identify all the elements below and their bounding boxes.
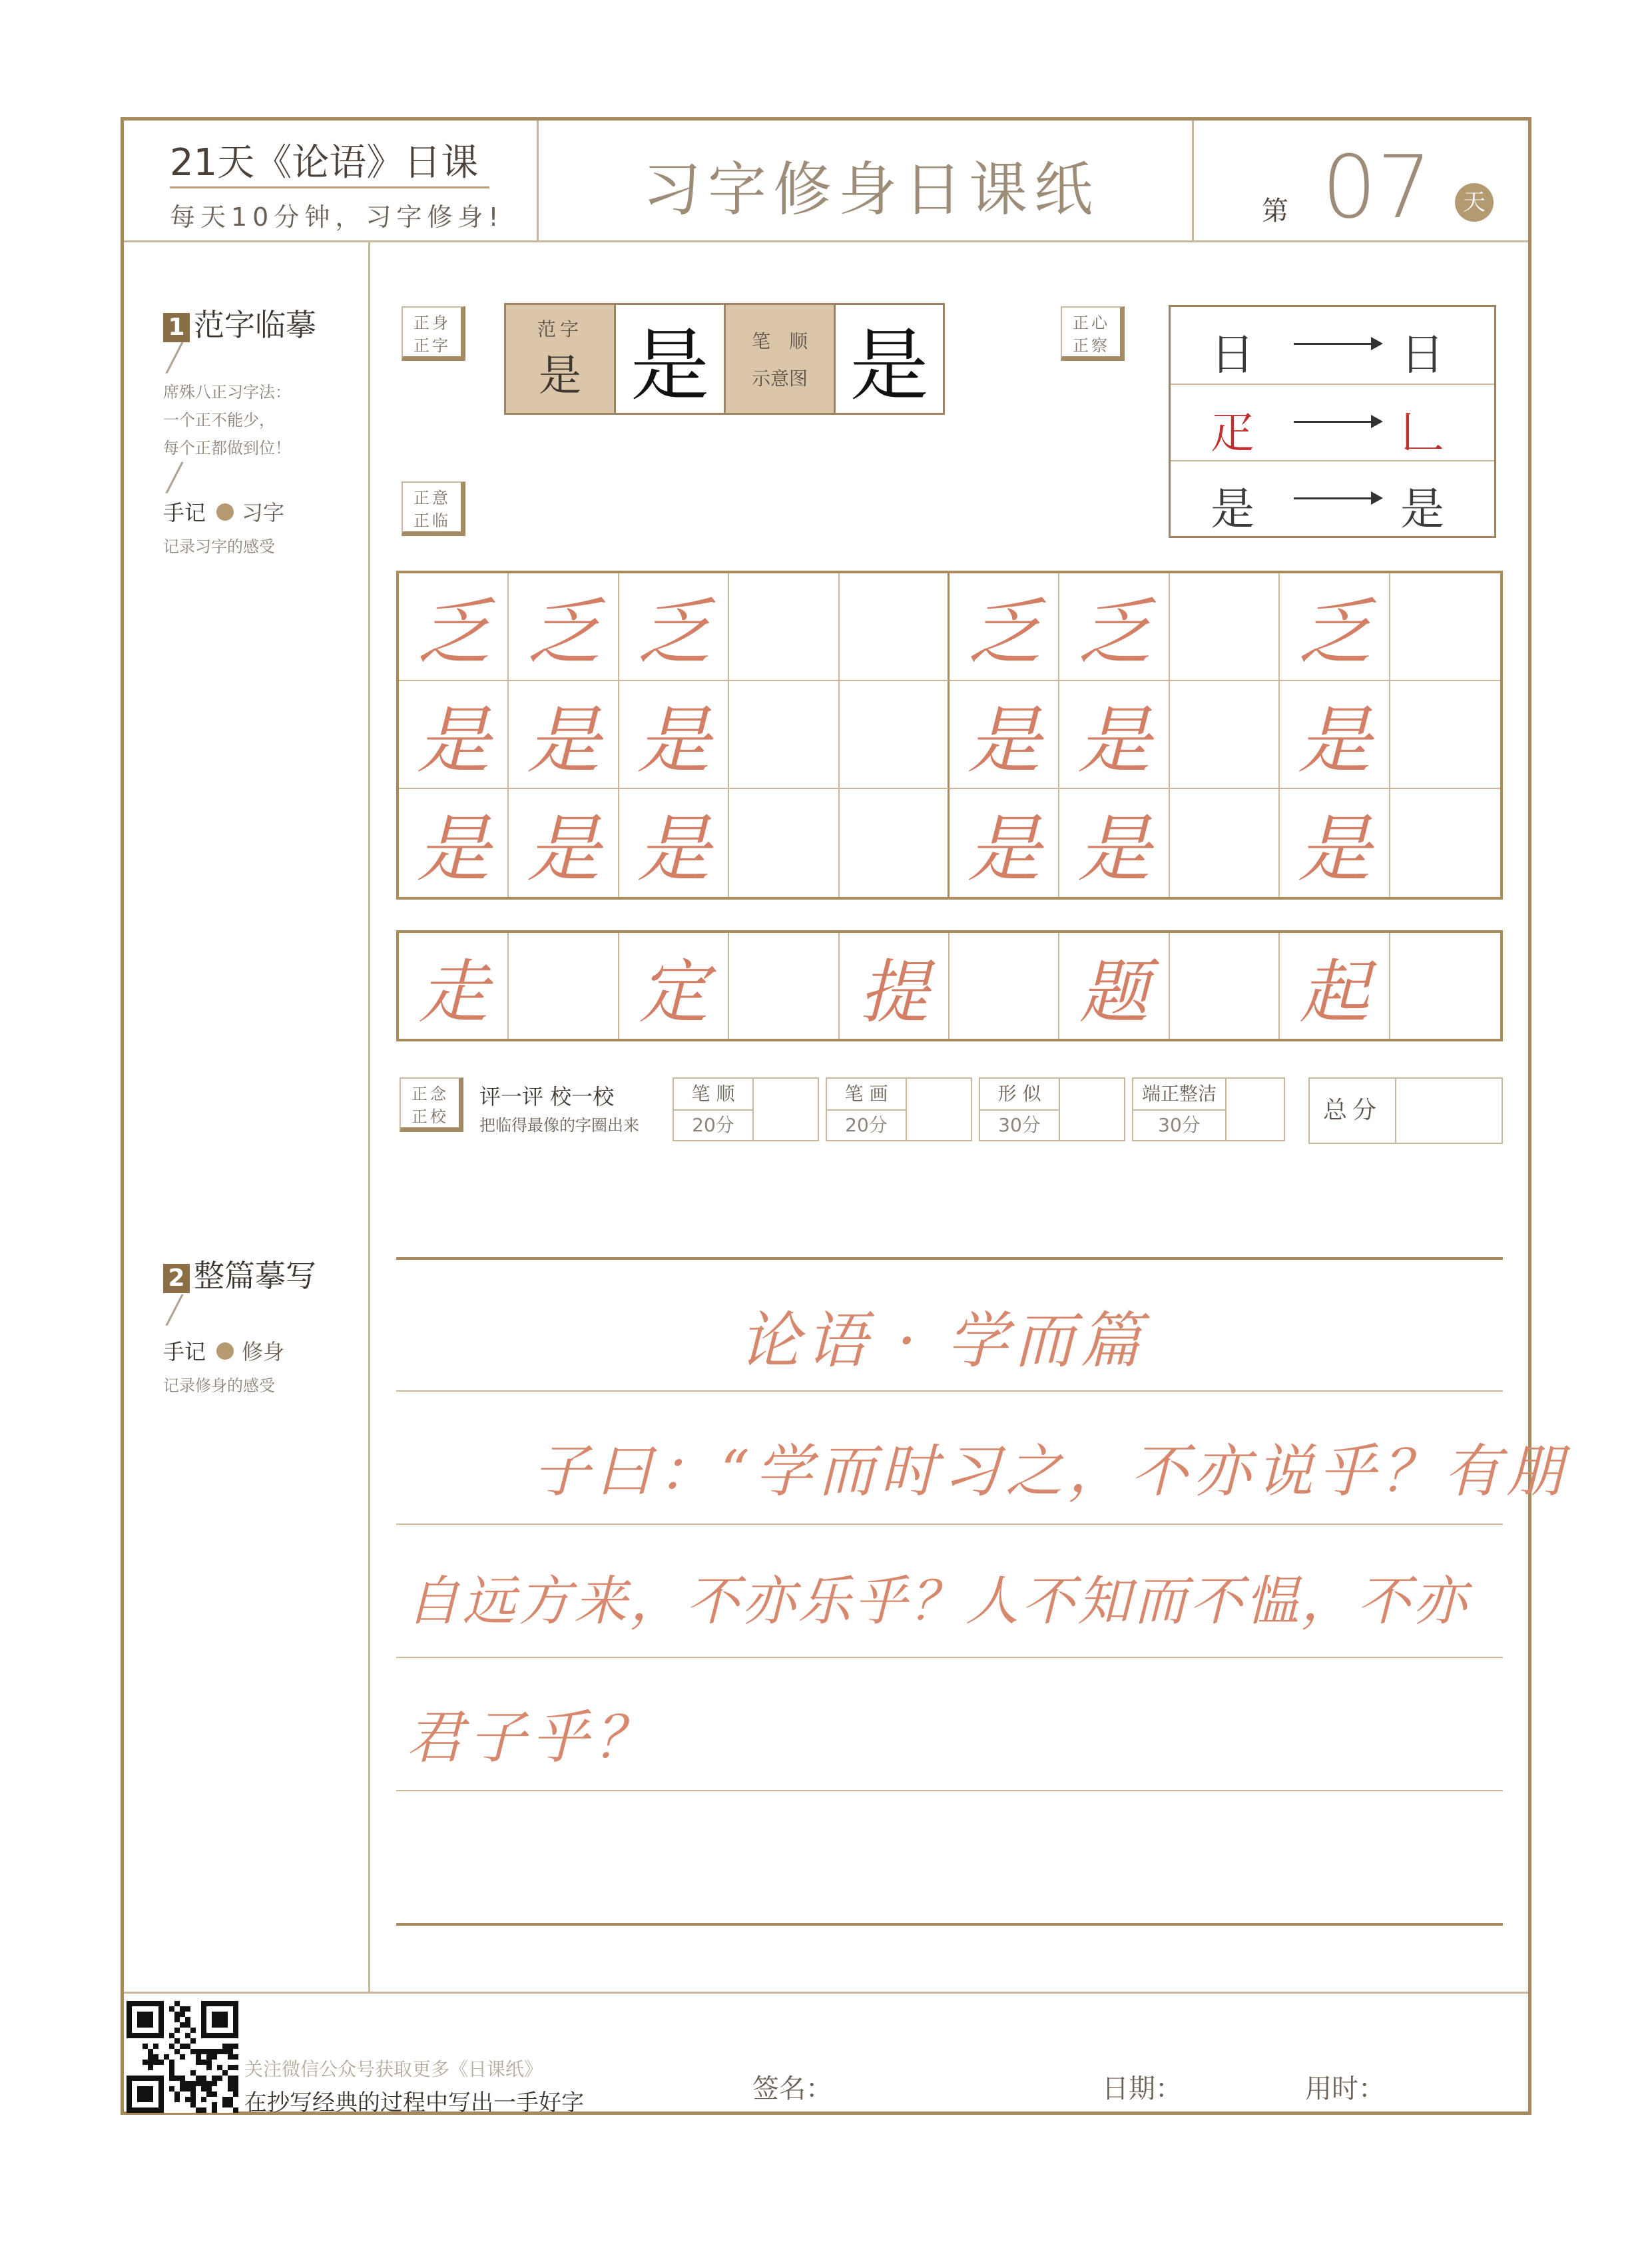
passage-top-rule — [396, 1257, 1503, 1260]
practice-char: 乏 — [967, 590, 1041, 675]
score-item-neatness — [1132, 1077, 1285, 1141]
passage-rule — [396, 1524, 1503, 1525]
score-points: 30分 — [1133, 1111, 1227, 1141]
practice-cell — [399, 573, 509, 681]
decomposition-table — [1169, 305, 1496, 538]
course-underline — [170, 186, 489, 188]
practice-cell — [619, 573, 729, 681]
passage-title: 论语 · 学而篇 — [739, 1305, 1147, 1376]
order-label-cell — [726, 305, 836, 413]
time-used-label: 用时： — [1305, 2074, 1385, 2104]
stamp-intent — [402, 481, 465, 536]
practice-char: 乏 — [637, 590, 710, 675]
section2-heading — [163, 1252, 316, 1296]
total-score-box — [1308, 1077, 1503, 1144]
practice-char: 乏 — [1077, 590, 1151, 675]
memo-hint: 记录习字的感受 — [163, 537, 275, 556]
divider-slash: ╱ — [166, 1295, 183, 1326]
passage-line: 子曰：“学而时习之，不亦说乎？有朋 — [533, 1438, 1569, 1505]
stamp-observe — [1061, 306, 1125, 361]
component-char: 日 — [1211, 329, 1254, 380]
section1-heading — [163, 301, 316, 345]
practice-char: 是 — [637, 698, 710, 783]
practice-char: 是 — [637, 806, 710, 892]
related-cell — [1280, 933, 1390, 1039]
practice-char: 是 — [967, 806, 1041, 892]
practice-cell — [1059, 789, 1169, 897]
method-line: 每个正都做到位！ — [163, 439, 291, 457]
practice-char: 乏 — [416, 590, 490, 675]
practice-cell — [1170, 681, 1280, 789]
memo-label: 手记 — [163, 1339, 206, 1364]
related-char: 定 — [639, 951, 708, 1033]
related-character-grid — [396, 930, 1503, 1041]
related-char: 走 — [418, 951, 488, 1033]
model-char: 是 — [630, 320, 709, 412]
practice-cell — [840, 681, 950, 789]
practice-char: 是 — [967, 698, 1041, 783]
order-label-line: 示意图 — [751, 368, 808, 390]
score-points: 20分 — [827, 1111, 907, 1141]
divider-slash: ╱ — [166, 463, 183, 493]
score-label: 形 似 — [980, 1079, 1060, 1111]
stamp-line: 正临 — [413, 511, 451, 530]
header-divider — [537, 121, 539, 240]
score-title: 评一评 校一校 — [479, 1084, 615, 1109]
section1-memo — [163, 496, 284, 527]
component-char: 疋 — [1211, 407, 1254, 458]
score-item-stroke — [826, 1077, 972, 1141]
related-cell — [509, 933, 619, 1039]
practice-grid — [396, 571, 1503, 900]
stamp-line: 正心 — [1073, 314, 1110, 332]
course-slogan: 每天10分钟，习字修身! — [170, 202, 504, 232]
arrow-icon — [1294, 421, 1380, 423]
total-label: 总分 — [1310, 1079, 1396, 1143]
memo-hint: 记录修身的感受 — [163, 1376, 275, 1395]
signature-label: 签名： — [752, 2074, 832, 2104]
method-line: 席殊八正习字法： — [163, 383, 291, 402]
practice-char: 是 — [416, 806, 490, 892]
day-prefix: 第 — [1262, 196, 1288, 226]
left-column-divider — [368, 242, 370, 1992]
related-cell — [1170, 933, 1280, 1039]
related-char: 题 — [1079, 951, 1149, 1033]
practice-cell — [1390, 681, 1500, 789]
practice-char: 乏 — [527, 590, 601, 675]
model-label-cell — [506, 305, 616, 413]
header-divider — [1192, 121, 1194, 240]
component-char: 是 — [1211, 483, 1254, 535]
related-cell — [399, 933, 509, 1039]
practice-cell — [840, 789, 950, 897]
practice-cell — [1059, 573, 1169, 681]
passage-bottom-rule — [396, 1923, 1503, 1926]
order-char: 是 — [850, 320, 929, 412]
stamp-line: 正校 — [412, 1107, 449, 1126]
practice-char: 是 — [1297, 698, 1371, 783]
component-written: 是 — [1400, 483, 1444, 535]
score-subtitle: 把临得最像的字圈出来 — [479, 1116, 639, 1135]
practice-char: 乏 — [1297, 590, 1371, 675]
practice-cell — [1390, 789, 1500, 897]
model-label-top: 范字 — [537, 318, 583, 340]
practice-cell — [950, 681, 1059, 789]
score-item-order — [673, 1077, 819, 1141]
arrow-icon — [1294, 343, 1380, 345]
page-title: 习字修身日课纸 — [643, 155, 1100, 224]
course-title: 21天《论语》日课 — [170, 141, 479, 184]
method-line: 一个正不能少， — [163, 411, 275, 429]
footer-motto: 在抄写经典的过程中写出一手好字 — [244, 2090, 584, 2116]
header-bottom-line — [124, 240, 1528, 242]
memo-dot — [216, 503, 234, 521]
practice-cell — [399, 789, 509, 897]
related-cell — [729, 933, 839, 1039]
stamp-check — [400, 1077, 463, 1132]
model-character-box — [504, 303, 945, 415]
related-cell — [1059, 933, 1169, 1039]
memo-sub: 习字 — [242, 500, 285, 525]
model-char-cell — [616, 305, 726, 413]
practice-cell — [509, 681, 619, 789]
passage-rule — [396, 1657, 1503, 1658]
stamp-line: 正念 — [412, 1085, 449, 1103]
related-char: 起 — [1299, 951, 1369, 1033]
practice-cell — [1280, 681, 1390, 789]
section2-title: 整篇摹写 — [194, 1258, 316, 1294]
practice-cell — [729, 573, 839, 681]
practice-cell — [399, 681, 509, 789]
practice-cell — [619, 789, 729, 897]
section1-number: 1 — [163, 313, 190, 342]
section2-number: 2 — [163, 1264, 190, 1293]
qr-code-icon — [127, 2001, 238, 2113]
passage-rule — [396, 1790, 1503, 1791]
score-label: 笔 顺 — [674, 1079, 754, 1111]
model-label-char: 是 — [539, 352, 581, 401]
memo-dot — [216, 1342, 234, 1360]
practice-cell — [1170, 789, 1280, 897]
score-label: 端正整洁 — [1133, 1079, 1227, 1111]
related-char: 提 — [859, 951, 929, 1033]
related-cell — [950, 933, 1059, 1039]
order-label-line: 笔 顺 — [751, 330, 808, 352]
practice-cell — [950, 573, 1059, 681]
component-written: 𠃊 — [1400, 407, 1444, 458]
passage-line: 自远方来，不亦乐乎？人不知而不愠，不亦 — [406, 1570, 1469, 1632]
stamp-line: 正察 — [1073, 336, 1110, 355]
day-number: 07 — [1322, 137, 1432, 238]
score-item-shape — [979, 1077, 1125, 1141]
practice-char: 是 — [1297, 806, 1371, 892]
related-cell — [1390, 933, 1500, 1039]
stamp-line: 正意 — [413, 489, 451, 507]
score-label: 笔 画 — [827, 1079, 907, 1111]
related-cell — [619, 933, 729, 1039]
practice-char: 是 — [1077, 806, 1151, 892]
date-label: 日期： — [1102, 2074, 1182, 2104]
practice-cell — [840, 573, 950, 681]
practice-cell — [729, 789, 839, 897]
decomposition-row — [1171, 460, 1494, 537]
practice-char: 是 — [416, 698, 490, 783]
practice-cell — [1059, 681, 1169, 789]
practice-cell — [950, 789, 1059, 897]
practice-cell — [509, 789, 619, 897]
practice-cell — [1170, 573, 1280, 681]
footer-follow-text: 关注微信公众号获取更多《日课纸》 — [244, 2058, 543, 2080]
passage-line: 君子乎？ — [406, 1705, 657, 1771]
stamp-posture — [402, 306, 465, 361]
decomposition-row — [1171, 307, 1494, 384]
order-char-cell — [836, 305, 943, 413]
memo-sub: 修身 — [242, 1339, 285, 1364]
score-points: 30分 — [980, 1111, 1060, 1141]
passage-rule — [396, 1390, 1503, 1392]
practice-char: 是 — [527, 698, 601, 783]
arrow-icon — [1294, 497, 1380, 499]
score-points: 20分 — [674, 1111, 754, 1141]
practice-cell — [1280, 789, 1390, 897]
footer-top-line — [124, 1992, 1528, 1994]
practice-cell — [1390, 573, 1500, 681]
practice-char: 是 — [1077, 698, 1151, 783]
divider-slash: ╱ — [166, 343, 183, 374]
practice-cell — [1280, 573, 1390, 681]
memo-label: 手记 — [163, 500, 206, 525]
related-cell — [840, 933, 950, 1039]
practice-cell — [509, 573, 619, 681]
practice-cell — [619, 681, 729, 789]
method-text — [163, 378, 291, 462]
stamp-line: 正身 — [413, 314, 451, 332]
practice-char: 是 — [527, 806, 601, 892]
section2-memo — [163, 1335, 284, 1366]
stamp-line: 正字 — [413, 336, 451, 355]
component-written: 日 — [1400, 329, 1444, 380]
practice-cell — [729, 681, 839, 789]
section1-title: 范字临摹 — [194, 307, 316, 343]
decomposition-row — [1171, 384, 1494, 460]
day-suffix-badge: 天 — [1455, 183, 1494, 222]
